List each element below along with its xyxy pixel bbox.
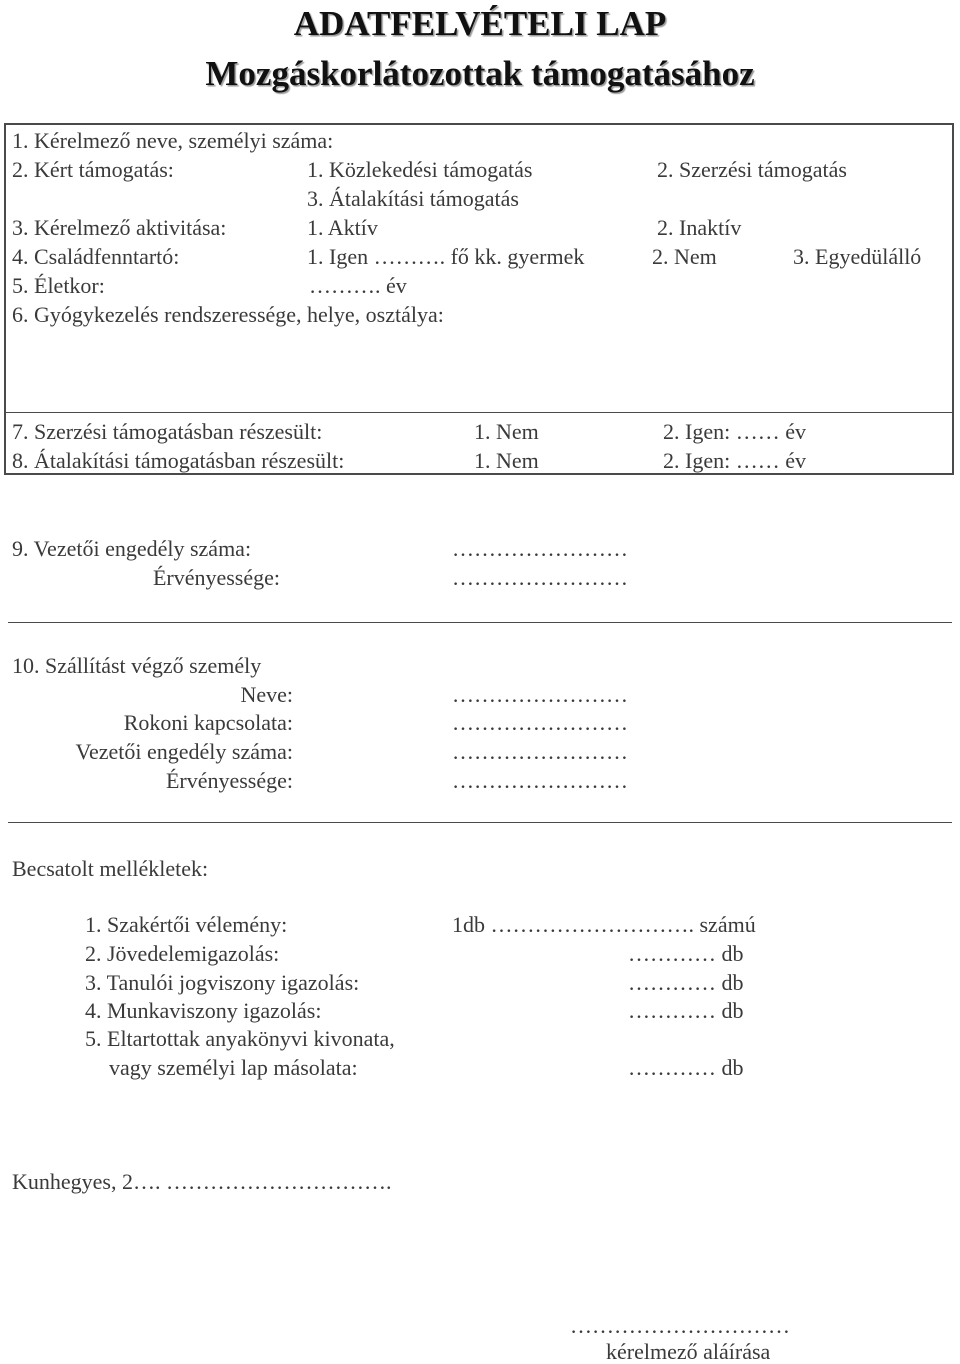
attachment-label: vagy személyi lap másolata:: [109, 1055, 358, 1080]
transport-validity-value: ……………………: [452, 768, 628, 793]
transport-relation-label: Rokoni kapcsolata:: [123, 710, 293, 735]
attachment-value: ………… db: [628, 998, 744, 1023]
q2-option-transport: 1. Közlekedési támogatás: [307, 157, 533, 182]
attachment-value: 1db ………………………. számú: [452, 912, 756, 937]
q4-option-yes: 1. Igen ………. fő kk. gyermek: [307, 244, 585, 269]
section-separator: [8, 622, 952, 623]
transport-heading: 10. Szállítást végző személy: [12, 653, 262, 678]
license-validity-value: ……………………: [452, 565, 628, 590]
q3-option-active: 1. Aktív: [307, 215, 378, 240]
q2-label: 2. Kért támogatás:: [12, 157, 174, 182]
signature-line: …………………………: [570, 1313, 790, 1338]
transport-name-value: ……………………: [452, 682, 628, 707]
q4-label: 4. Családfenntartó:: [12, 244, 180, 269]
transport-relation-value: ……………………: [452, 710, 628, 735]
q5-age-value: ………. év: [309, 273, 407, 298]
q6-label: 6. Gyógykezelés rendszeressége, helye, osztálya:: [12, 302, 444, 327]
q2-option-conversion: 3. Átalakítási támogatás: [307, 186, 519, 211]
q5-label: 5. Életkor:: [12, 273, 105, 298]
attachment-label: 4. Munkaviszony igazolás:: [85, 998, 322, 1023]
transport-license-label: Vezetői engedély száma:: [75, 739, 293, 764]
attachment-label: 1. Szakértői vélemény:: [85, 912, 288, 937]
attachment-label: 2. Jövedelemigazolás:: [85, 941, 280, 966]
q4-option-single: 3. Egyedülálló: [793, 244, 922, 269]
attachment-value: ………… db: [628, 941, 744, 966]
transport-validity-label: Érvényessége:: [165, 768, 293, 793]
place-date: Kunhegyes, 2…. ………………………….: [12, 1169, 392, 1194]
q3-option-inactive: 2. Inaktív: [657, 215, 742, 240]
q8-option-yes: 2. Igen: …… év: [663, 448, 806, 473]
attachment-value: ………… db: [628, 1055, 744, 1080]
section-separator: [8, 822, 952, 823]
attachment-label: 3. Tanulói jogviszony igazolás:: [85, 970, 360, 995]
form-subtitle: Mozgáskorlátozottak támogatásához: [205, 54, 755, 93]
q8-option-no: 1. Nem: [474, 448, 539, 473]
q4-option-no: 2. Nem: [652, 244, 717, 269]
box-divider: [4, 412, 954, 413]
q8-label: 8. Átalakítási támogatásban részesült:: [12, 448, 345, 473]
q7-option-no: 1. Nem: [474, 419, 539, 444]
attachment-value: ………… db: [628, 970, 744, 995]
signature-label: kérelmező aláírása: [606, 1339, 771, 1364]
q7-label: 7. Szerzési támogatásban részesült:: [12, 419, 323, 444]
q2-option-acquisition: 2. Szerzési támogatás: [657, 157, 847, 182]
attachment-label: 5. Eltartottak anyakönyvi kivonata,: [85, 1026, 395, 1051]
license-number-value: ……………………: [452, 536, 628, 561]
transport-license-value: ……………………: [452, 739, 628, 764]
license-number-label: 9. Vezetői engedély száma:: [12, 536, 252, 561]
transport-name-label: Neve:: [240, 682, 293, 707]
q7-option-yes: 2. Igen: …… év: [663, 419, 806, 444]
license-validity-label: Érvényessége:: [152, 565, 280, 590]
form-title: ADATFELVÉTELI LAP: [293, 4, 667, 43]
q1-applicant-name: 1. Kérelmező neve, személyi száma:: [12, 128, 334, 153]
q3-label: 3. Kérelmező aktivitása:: [12, 215, 227, 240]
attachments-heading: Becsatolt mellékletek:: [12, 856, 209, 881]
